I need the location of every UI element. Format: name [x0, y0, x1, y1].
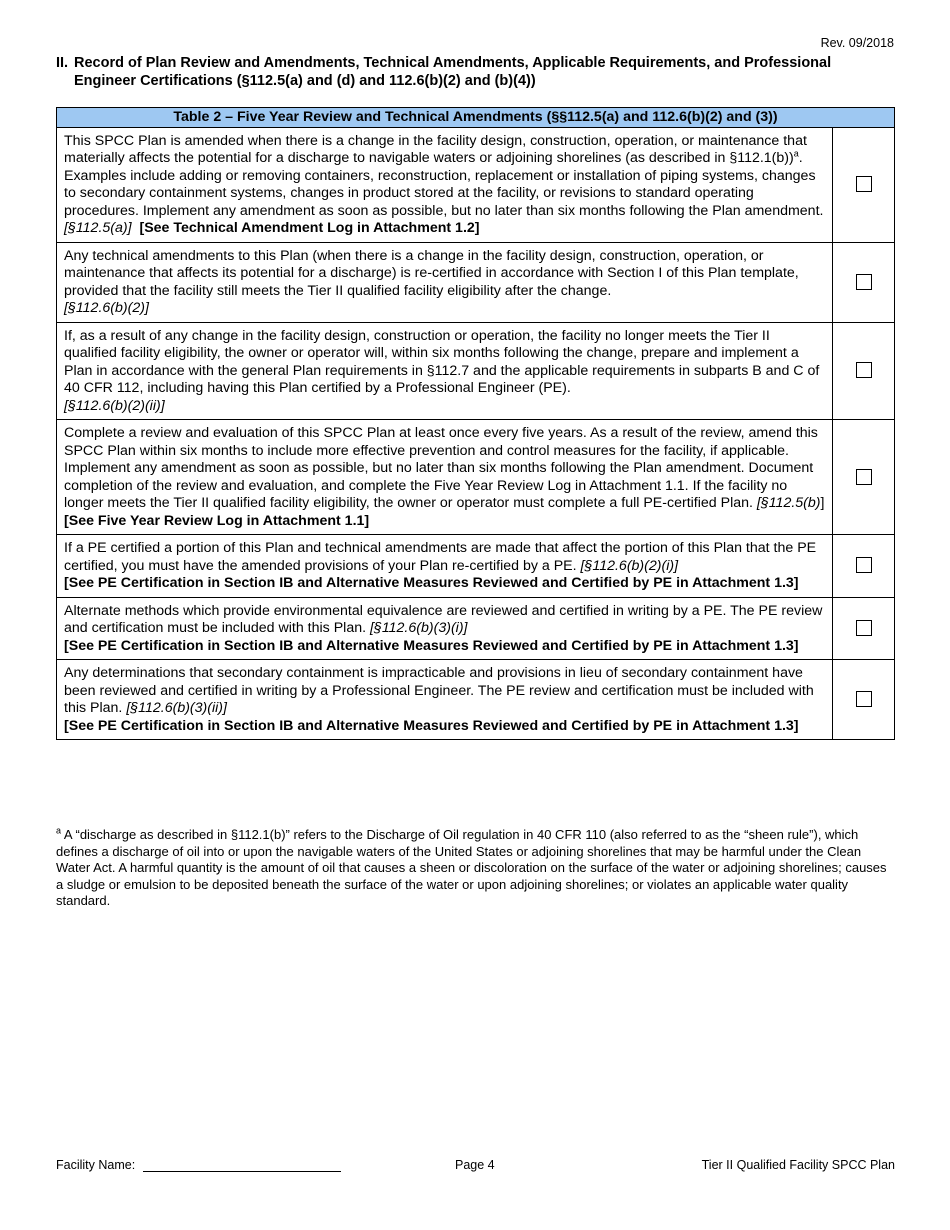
row-body: If a PE certified a portion of this Plan and technical amendments are made that affect the portion of this Plan that the PE certified, you must have the amended provisions of your Plan re-certified by a PE.	[64, 540, 817, 574]
plan-title: Tier II Qualified Facility SPCC Plan	[701, 1158, 895, 1172]
table-row	[57, 420, 895, 535]
row-text	[57, 660, 833, 740]
section-title-line1: Record of Plan Review and Amendments, Technical Amendments, Applicable Requirements, and Professional	[74, 55, 832, 71]
row-citation-close: ]	[820, 495, 825, 511]
row-citation: [§112.5(b)	[756, 495, 821, 511]
row-body: Complete a review and evaluation of this SPCC Plan at least once every five years. As a result of the review, amend this SPCC Plan within six months to include more effective prevention and control measures for the facility, if applicable. Implement any amendment as soon as possible, but no later than six months following the Plan amendment. Document completion of the review and evaluation, and complete the Five Year Review Log in Attachment 1.1. If the facility no longer meets the Tier II qualified facility eligibility, the owner or operator must complete a full PE-certified Plan.	[64, 425, 818, 511]
row-checkbox[interactable]	[856, 620, 872, 636]
row-reference: [See PE Certification in Section IB and Alternative Measures Reviewed and Certified by PE in Attachment 1.3]	[64, 717, 799, 734]
row-checkbox[interactable]	[856, 469, 872, 485]
facility-name	[56, 1158, 341, 1172]
row-citation: [§112.6(b)(2)(i)]	[580, 557, 679, 574]
row-text	[57, 597, 833, 660]
row-checkbox[interactable]	[856, 557, 872, 573]
section-number: II.	[56, 55, 69, 71]
row-checkbox[interactable]	[856, 362, 872, 378]
five-year-review-table	[56, 107, 895, 740]
table-row	[57, 322, 895, 420]
footnote-text: A “discharge as described in §112.1(b)” refers to the Discharge of Oil regulation in 40 CFR 110 (also referred to as the “sheen rule”), which defines a discharge of oil into or upon the navigable waters of the United States or adjoining shorelines that may be harmful under the Clean Water Act. A harmful quantity is the amount of oil that causes a sheen or discoloration on the surface of the water or adjoining shorelines; causes a sludge or emulsion to be deposited beneath the surface of the water or upon adjoining shorelines; or violates an applicable water quality standard.	[56, 827, 887, 908]
row-body-cont: . Examples include adding or removing containers, reconstruction, replacement or installation of piping systems, changes to secondary containment systems, changes in product stored at the facility, or revisions to standard operating procedures. Implement any amendment as soon as possible, but no later than six months following the Plan amendment.	[64, 150, 824, 219]
row-text	[57, 242, 833, 322]
row-reference: [See PE Certification in Section IB and Alternative Measures Reviewed and Certified by PE in Attachment 1.3]	[64, 575, 799, 591]
row-reference: [See PE Certification in Section IB and Alternative Measures Reviewed and Certified by PE in Attachment 1.3]	[64, 637, 799, 654]
row-citation: [§112.6(b)(2)]	[64, 300, 149, 316]
row-body: This SPCC Plan is amended when there is a change in the facility design, construction, operation, or maintenance that materially affects the potential for a discharge to navigable waters or adjoining shorelines (as described in §112.1(b))	[64, 132, 807, 166]
section-title-line2: Engineer Certifications (§112.5(a) and (d) and 112.6(b)(2) and (b)(4))	[74, 73, 536, 89]
revision-date: Rev. 09/2018	[820, 36, 894, 50]
table-row	[57, 535, 895, 598]
row-citation: [§112.6(b)(3)(ii)]	[126, 700, 227, 716]
footnote	[56, 827, 892, 910]
row-text	[57, 535, 833, 598]
row-checkbox[interactable]	[856, 176, 872, 192]
row-reference: [See Technical Amendment Log in Attachment 1.2]	[139, 220, 480, 236]
row-checkbox[interactable]	[856, 691, 872, 707]
table-row	[57, 127, 895, 242]
row-body: Alternate methods which provide environmental equivalence are reviewed and certified in writing by a PE. The PE review and certification must be included with this Plan.	[64, 602, 823, 636]
row-body: If, as a result of any change in the facility design, construction or operation, the facility no longer meets the Tier II qualified facility eligibility, the owner or operator will, within six months following the change, prepare and implement a Plan in accordance with the general Plan requirements in §112.7 and the applicable requirements in subparts B and C of 40 CFR 112, including having this Plan certified by a Professional Engineer (PE).	[64, 327, 820, 396]
table-row	[57, 597, 895, 660]
row-text	[57, 420, 833, 535]
footnote-marker: a	[793, 148, 799, 159]
row-citation: [§112.6(b)(2)(ii)]	[64, 397, 165, 414]
row-body: Any determinations that secondary containment is impracticable and provisions in lieu of secondary containment have been reviewed and certified in writing by a Professional Engineer. The PE review and certification must be included with this Plan.	[64, 665, 814, 716]
footnote-marker: a	[56, 825, 62, 836]
row-checkbox[interactable]	[856, 274, 872, 290]
row-citation: [§112.6(b)(3)(i)]	[369, 620, 468, 636]
table-row	[57, 242, 895, 322]
row-citation: [§112.5(a)]	[64, 220, 132, 236]
row-text	[57, 127, 833, 242]
facility-name-field[interactable]	[143, 1158, 341, 1172]
row-text	[57, 322, 833, 420]
page-number: Page 4	[455, 1158, 495, 1172]
table-header: Table 2 – Five Year Review and Technical Amendments (§§112.5(a) and 112.6(b)(2) and (3))	[57, 108, 895, 128]
page-footer	[56, 1158, 895, 1176]
table-row	[57, 660, 895, 740]
section-heading	[56, 54, 896, 90]
row-body: Any technical amendments to this Plan (when there is a change in the facility design, construction, operation, or maintenance that affects its potential for a discharge) is re-certified in accordance with Section I of this Plan template, provided that the facility still meets the Tier II qualified facility eligibility after the change.	[64, 247, 799, 299]
facility-label: Facility Name:	[56, 1158, 136, 1172]
row-reference: [See Five Year Review Log in Attachment 1.1]	[64, 512, 370, 529]
